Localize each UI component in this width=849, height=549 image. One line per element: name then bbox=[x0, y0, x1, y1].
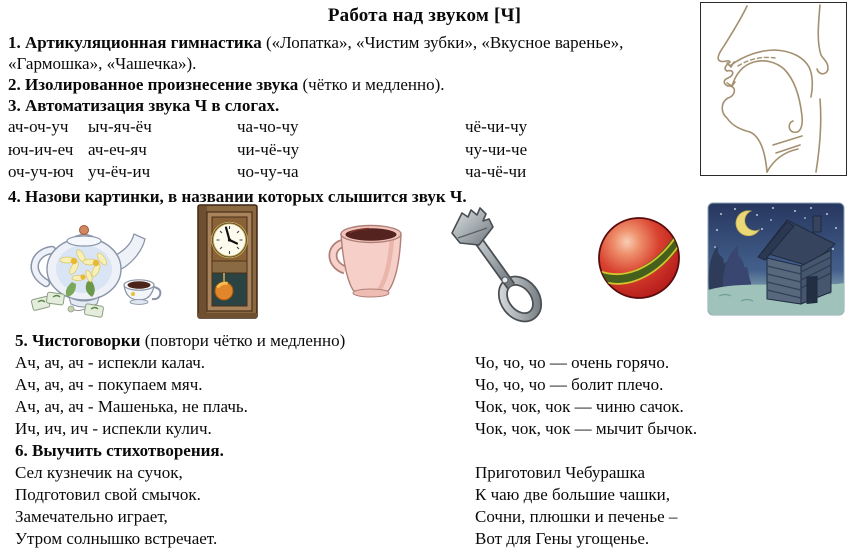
picture-ball bbox=[596, 212, 683, 309]
syllable-row bbox=[8, 161, 698, 184]
lower-text-block bbox=[8, 330, 849, 549]
syllable-row bbox=[8, 116, 698, 139]
chistogovorka-right: Чо, чо, чо — болит плечо. bbox=[475, 375, 664, 394]
section-1 bbox=[8, 32, 698, 74]
chistogovorka-row bbox=[8, 396, 849, 418]
articulation-profile-icon bbox=[701, 3, 845, 174]
picture-teapot bbox=[12, 210, 170, 325]
chistogovorka-row bbox=[8, 418, 849, 440]
syllable-cell: ча-чё-чи bbox=[465, 162, 527, 181]
poem-right-line: Сочни, плюшки и печенье – bbox=[475, 507, 678, 526]
section-1-label: 1. Артикуляционная гимнастика bbox=[8, 33, 262, 52]
section-3 bbox=[8, 95, 698, 116]
syllable-cell: юч-ич-еч bbox=[8, 139, 74, 159]
syllable-cell: ач-оч-уч bbox=[8, 117, 69, 136]
page-title: Работа над звуком [Ч] bbox=[327, 5, 522, 26]
section-5-label: 5. Чистоговорки bbox=[15, 331, 141, 350]
section-2-text: (чётко и медленно). bbox=[298, 75, 445, 94]
chistogovorka-right: Чок, чок, чок — чиню сачок. bbox=[475, 397, 684, 416]
syllable-cell: чо-чу-ча bbox=[237, 162, 299, 181]
chistogovorka-row bbox=[8, 352, 849, 374]
syllable-cell: ыч-яч-ёч bbox=[88, 117, 152, 136]
chistogovorka-right: Чок, чок, чок — мычит бычок. bbox=[475, 419, 698, 438]
cup-icon bbox=[327, 217, 413, 303]
night-house-icon bbox=[707, 202, 845, 316]
section-5-text: (повтори чётко и медленно) bbox=[140, 331, 346, 350]
poem-left-line: Сел кузнечик на сучок, bbox=[15, 463, 183, 482]
chistogovorka-left: Ич, ич, ич - испекли кулич. bbox=[15, 419, 212, 438]
poem-left-line: Подготовил свой смычок. bbox=[15, 485, 201, 504]
syllable-cell: ча-чо-чу bbox=[237, 117, 299, 136]
picture-clock bbox=[192, 202, 266, 328]
syllable-row bbox=[8, 139, 698, 162]
poem-right-line: К чаю две большие чашки, bbox=[475, 485, 670, 504]
section-1-text: («Лопатка», «Чистим зубки», «Вкусное варенье», «Гармошка», «Чашечка»). bbox=[8, 33, 624, 73]
section-3-label: 3. Автоматизация звука Ч в слогах. bbox=[8, 96, 280, 115]
syllable-cell: ач-еч-яч bbox=[88, 139, 147, 159]
articulation-profile-box bbox=[700, 2, 847, 176]
section-5-header bbox=[8, 330, 849, 352]
section-6 bbox=[15, 440, 224, 462]
section-5 bbox=[15, 330, 345, 352]
teapot-icon bbox=[12, 210, 170, 320]
picture-key bbox=[441, 206, 548, 328]
poem-row bbox=[8, 506, 849, 528]
chistogovorka-row bbox=[8, 374, 849, 396]
poem-row bbox=[8, 528, 849, 549]
upper-text-block bbox=[8, 32, 698, 207]
syllable-cell: чи-чё-чу bbox=[237, 139, 300, 159]
poem-right-line: Вот для Гены угощенье. bbox=[475, 529, 650, 548]
key-icon bbox=[441, 206, 548, 323]
section-4-label: 4. Назови картинки, в названии которых слышится звук Ч. bbox=[8, 186, 467, 206]
picture-night-house bbox=[707, 202, 845, 321]
poem-left-line: Замечательно играет, bbox=[15, 507, 168, 526]
syllable-cell: чё-чи-чу bbox=[465, 117, 528, 136]
chistogovorka-left: Ач, ач, ач - Машенька, не плачь. bbox=[15, 397, 248, 416]
ball-icon bbox=[596, 212, 683, 304]
syllable-cell: оч-уч-юч bbox=[8, 162, 74, 181]
section-2-label: 2. Изолированное произнесение звука bbox=[8, 75, 299, 94]
picture-cup bbox=[327, 217, 413, 308]
poem-right-line: Приготовил Чебурашка bbox=[475, 463, 646, 482]
poem-row bbox=[8, 484, 849, 506]
poem-row bbox=[8, 462, 849, 484]
pendulum-clock-icon bbox=[192, 202, 266, 323]
poem-left-line: Утром солнышко встречает. bbox=[15, 529, 218, 548]
syllable-cell: чу-чи-че bbox=[465, 139, 528, 159]
chistogovorka-left: Ач, ач, ач - покупаем мяч. bbox=[15, 375, 203, 394]
syllable-cell: уч-ёч-ич bbox=[88, 162, 151, 181]
section-6-label: 6. Выучить стихотворения. bbox=[15, 441, 224, 460]
section-6-header bbox=[8, 440, 849, 462]
chistogovorka-left: Ач, ач, ач - испекли калач. bbox=[15, 353, 206, 372]
section-2 bbox=[8, 74, 698, 95]
chistogovorka-right: Чо, чо, чо — очень горячо. bbox=[475, 353, 670, 372]
